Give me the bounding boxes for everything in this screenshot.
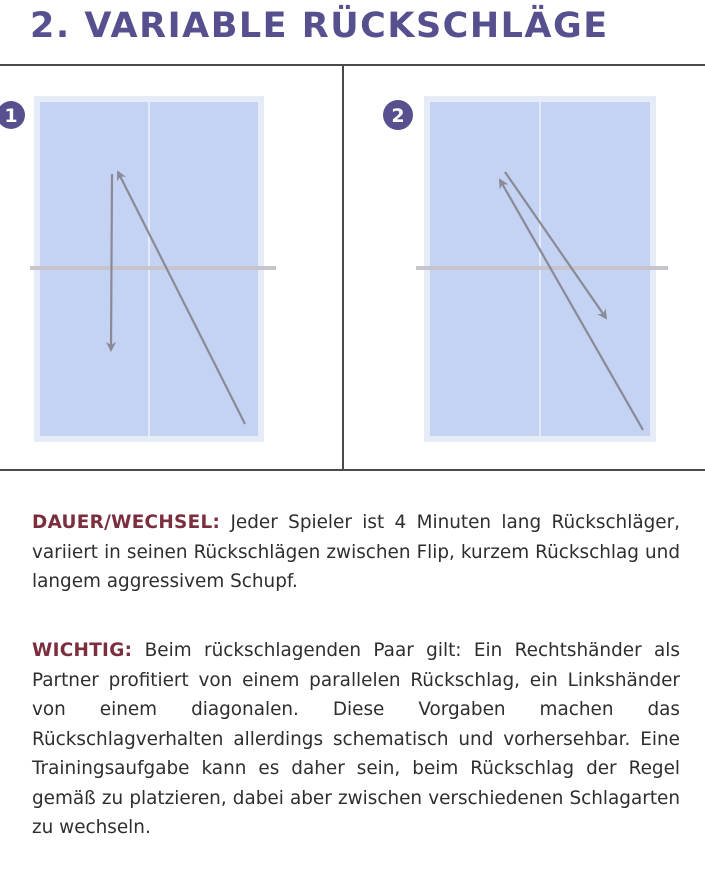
parallel-arrow-1 xyxy=(111,174,112,350)
page-title: 2. VARIABLE RÜCKSCHLÄGE xyxy=(30,6,609,46)
panel-2-number: 2 xyxy=(391,105,405,127)
important-text: Beim rückschlagenden Paar gilt: Ein Rechtshänder als Partner profitiert von einem parallelen Rückschlag, ein Linkshänder von einem diagonalen. Diese Vorgaben machen das Rückschlagverhalten allerdings schematisch und vorhersehbar. Eine Trainingsaufgabe kann es daher sein, beim Rückschlag der Regel gemäß zu platzieren, dabei aber zwischen verschiedenen Schlagarten zu wechseln. xyxy=(32,640,680,838)
important-label: WICHTIG: xyxy=(32,640,133,661)
panel-2 xyxy=(383,96,668,442)
panel-1-number: 1 xyxy=(4,105,18,127)
paragraph-duration xyxy=(32,508,680,597)
top-divider xyxy=(0,64,705,66)
panel-1 xyxy=(0,96,276,442)
paragraph-important xyxy=(32,636,680,843)
duration-label: DAUER/WECHSEL: xyxy=(32,512,221,533)
table-tennis-diagram xyxy=(0,68,705,470)
duration-text: Jeder Spieler ist 4 Minuten lang Rückschläger, variiert in seinen Rückschlägen zwischen Flip, kurzem Rückschlag und langem aggressivem Schupf. xyxy=(32,512,680,592)
